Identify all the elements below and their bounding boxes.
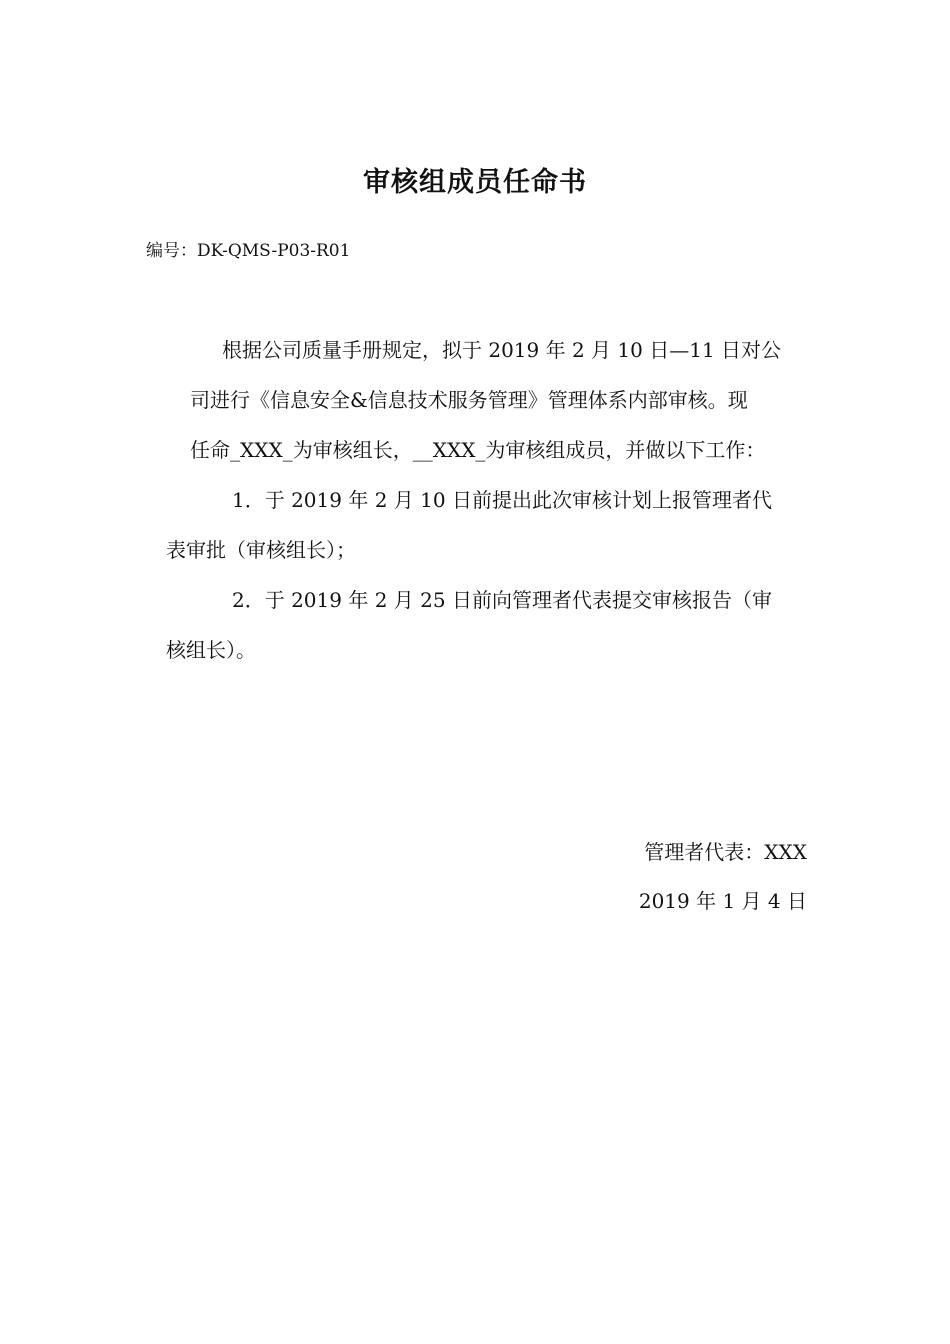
document-number: 编号：DK-QMS-P03-R01 (146, 241, 351, 261)
body-line-7: 核组长）。 (166, 638, 256, 662)
body-line-4: 1．于 2019 年 2 月 10 日前提出此次审核计划上报管理者代 (232, 488, 772, 512)
body-line-3: 任命_XXX_为审核组长，__XXX_为审核组成员，并做以下工作： (190, 438, 766, 462)
document-title: 审核组成员任命书 (363, 167, 587, 198)
signature-representative: 管理者代表：XXX (644, 840, 807, 864)
body-line-6: 2．于 2019 年 2 月 25 日前向管理者代表提交审核报告（审 (232, 588, 772, 612)
body-line-5: 表审批（审核组长）； (166, 538, 356, 562)
signature-date: 2019 年 1 月 4 日 (638, 889, 807, 913)
body-line-2: 司进行《信息安全&信息技术服务管理》管理体系内部审核。现 (190, 388, 748, 412)
body-line-1: 根据公司质量手册规定，拟于 2019 年 2 月 10 日—11 日对公 (222, 338, 782, 362)
